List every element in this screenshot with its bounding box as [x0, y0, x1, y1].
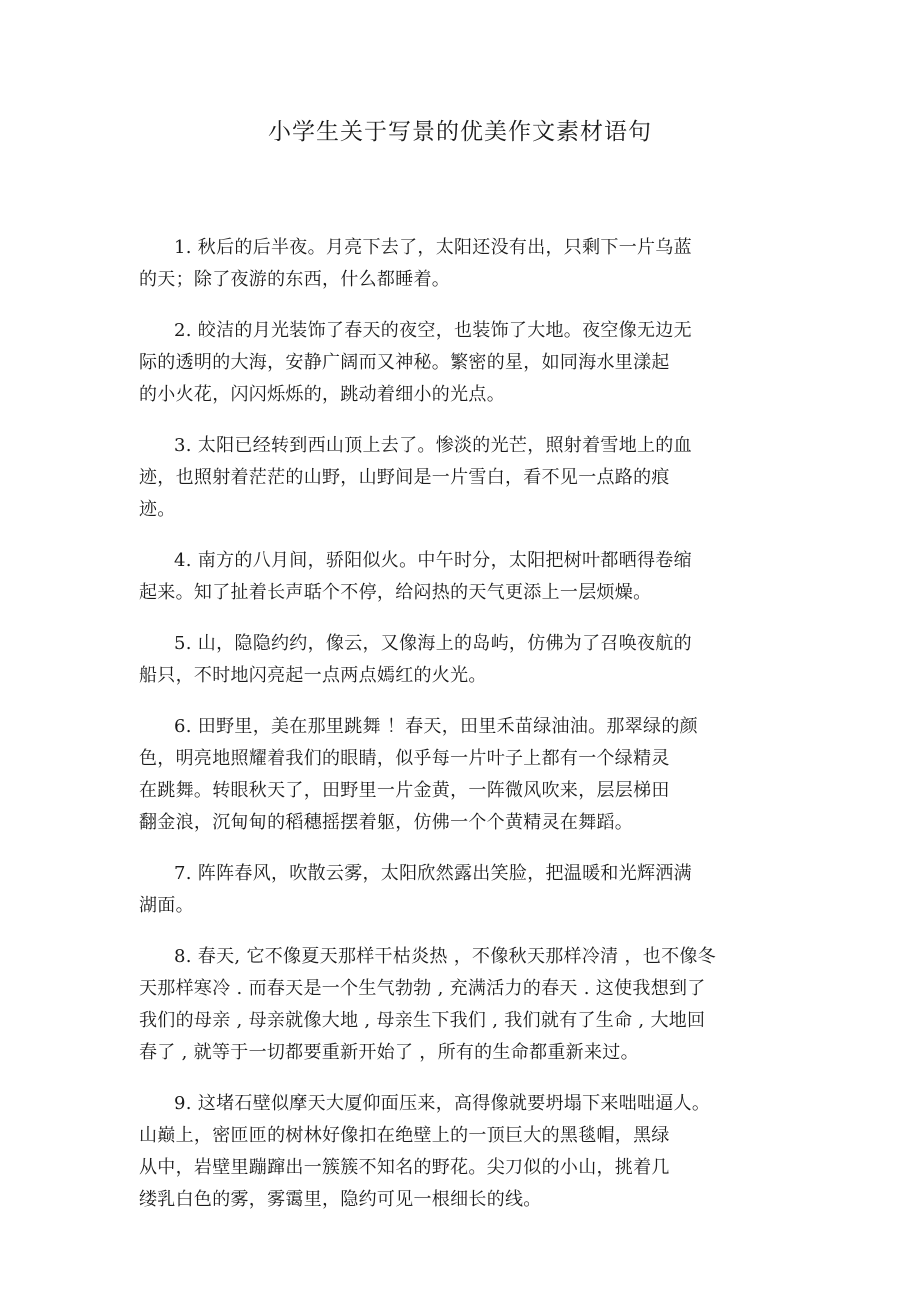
paragraph-4	[139, 545, 779, 609]
paragraph-line: 的天；除了夜游的东西，什么都睡着。	[139, 269, 451, 290]
paragraph-line: 我们的母亲 , 母亲就像大地 , 母亲生下我们 , 我们就有了生命 , 大地回	[139, 1010, 706, 1031]
paragraph-line: 的小火花，闪闪烁烁的，跳动着细小的光点。	[139, 384, 505, 405]
paragraph-line: 色，明亮地照耀着我们的眼睛，似乎每一片叶子上都有一个绿精灵	[139, 748, 670, 769]
paragraph-line: 翻金浪，沉甸甸的稻穗摇摆着躯，仿佛一个个黄精灵在舞蹈。	[139, 812, 634, 833]
paragraph-line: 1. 秋后的后半夜。月亮下去了，太阳还没有出，只剩下一片乌蓝	[174, 237, 692, 258]
paragraph-line: 8. 春天, 它不像夏天那样干枯炎热 ，不像秋天那样冷清 ，也不像冬	[174, 946, 716, 967]
paragraph-1	[139, 232, 779, 296]
paragraph-line: 在跳舞。转眼秋天了，田野里一片金黄，一阵微风吹来，层层梯田	[139, 780, 670, 801]
paragraph-line: 春了 , 就等于一切都要重新开始了 ，所有的生命都重新来过。	[139, 1042, 639, 1063]
paragraph-line: 4. 南方的八月间，骄阳似火。中午时分，太阳把树叶都晒得卷缩	[174, 550, 692, 571]
paragraph-5	[139, 628, 779, 692]
paragraph-6	[139, 711, 779, 839]
paragraph-line: 3. 太阳已经转到西山顶上去了。惨淡的光芒，照射着雪地上的血	[174, 435, 692, 456]
paragraph-line: 7. 阵阵春风，吹散云雾，太阳欣然露出笑脸，把温暖和光辉洒满	[174, 863, 692, 884]
paragraph-line: 5. 山，隐隐约约，像云，又像海上的岛屿，仿佛为了召唤夜航的	[174, 633, 692, 654]
paragraph-line: 迹。	[139, 499, 176, 520]
paragraph-7	[139, 858, 779, 922]
paragraph-line: 9. 这堵石壁似摩天大厦仰面压来，高得像就要坍塌下来咄咄逼人。	[174, 1093, 711, 1114]
paragraph-line: 2. 皎洁的月光装饰了春天的夜空，也装饰了大地。夜空像无边无	[174, 320, 692, 341]
paragraph-line: 天那样寒冷 . 而春天是一个生气勃勃 , 充满活力的春天 . 这使我想到了	[139, 978, 706, 999]
paragraph-line: 船只，不时地闪亮起一点两点嫣红的火光。	[139, 665, 487, 686]
page-title: 小学生关于写景的优美作文素材语句	[268, 119, 652, 145]
paragraph-line: 际的透明的大海，安静广阔而又神秘。繁密的星，如同海水里漾起	[139, 352, 670, 373]
paragraph-2	[139, 315, 779, 411]
paragraph-line: 缕乳白色的雾，雾霭里，隐约可见一根细长的线。	[139, 1189, 542, 1210]
paragraph-line: 从中，岩壁里蹦蹿出一簇簇不知名的野花。尖刀似的小山，挑着几	[139, 1157, 670, 1178]
paragraph-line: 山巅上，密匝匝的树林好像扣在绝壁上的一顶巨大的黑毯帽，黑绿	[139, 1125, 670, 1146]
paragraph-line: 6. 田野里，美在那里跳舞 ！春天，田里禾苗绿油油。那翠绿的颜	[174, 716, 698, 737]
paragraph-9	[139, 1088, 779, 1216]
paragraph-8	[139, 941, 779, 1069]
paragraph-line: 湖面。	[139, 895, 194, 916]
document-body	[139, 232, 779, 1235]
paragraph-line: 起来。知了扯着长声聒个不停，给闷热的天气更添上一层烦燥。	[139, 582, 652, 603]
paragraph-line: 迹，也照射着茫茫的山野，山野间是一片雪白，看不见一点路的痕	[139, 467, 670, 488]
paragraph-3	[139, 430, 779, 526]
